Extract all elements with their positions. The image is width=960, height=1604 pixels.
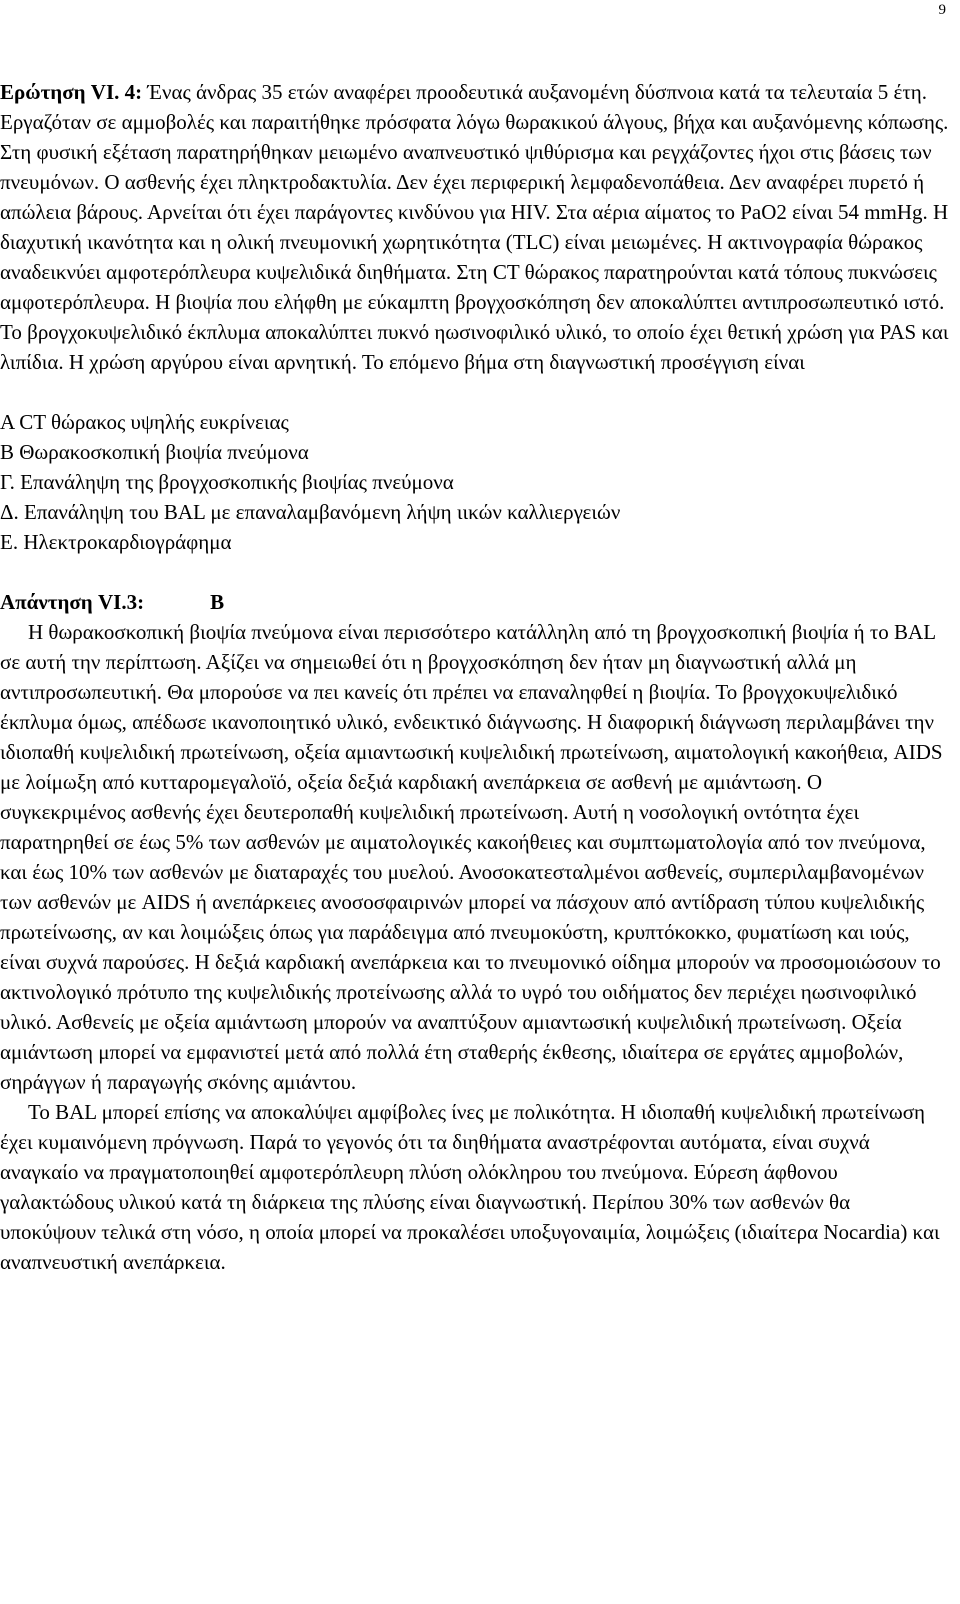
option-d: Δ. Επανάληψη του BAL με επαναλαμβανόμενη λήψη ιικών καλλιεργειών: [0, 500, 621, 524]
option-b: Β Θωρακοσκοπική βιοψία πνεύμονα: [0, 440, 309, 464]
option-c: Γ. Επανάληψη της βρογχοσκοπικής βιοψίας πνεύμονα: [0, 470, 454, 494]
answer-heading: [0, 587, 950, 617]
question-paragraph: [0, 77, 950, 377]
answer-paragraph-2: Το BAL μπορεί επίσης να αποκαλύψει αμφίβολες ίνες με πολικότητα. Η ιδιοπαθή κυψελιδική πρωτείνωση έχει κυμαινόμενη πρόγνωση. Παρά το γεγονός ότι τα διηθήματα αναστρέφονται αυτόματα, είναι συχνά αναγκαίο να πραγματοποιηθεί αμφοτερόπλευρη πλύση ολόκληρου του πνεύμονα. Εύρεση άφθονου γαλακτώδους υλικού κατά τη διάρκεια της πλύσης είναι διαγνωστική. Περίπου 30% των ασθενών θα υποκύψουν τελικά στη νόσο, η οποία μπορεί να προκαλέσει υποξυγοναιμία, λοιμώξεις (ιδιαίτερα Nocardia) και αναπνευστική ανεπάρκεια.: [0, 1100, 940, 1274]
page-number: 9: [938, 2, 946, 18]
answer-value: Β: [210, 590, 225, 614]
spacer: [0, 557, 950, 587]
option-a: Α CT θώρακος υψηλής ευκρίνειας: [0, 410, 289, 434]
answer-options: [0, 407, 950, 557]
question-label: Ερώτηση VI. 4:: [0, 80, 143, 104]
option-e: Ε. Ηλεκτροκαρδιογράφημα: [0, 530, 232, 554]
document-body: [0, 77, 950, 1277]
question-text: Ένας άνδρας 35 ετών αναφέρει προοδευτικά αυξανομένη δύσπνοια κατά τα τελευταία 5 έτη. Εργαζόταν σε αμμοβολές και παραιτήθηκε πρόσφατα λόγω θωρακικού άλγους, βήχα και αυξανόμενης κόπωσης. Στη φυσική εξέταση παρατηρήθηκαν μειωμένο αναπνευστικό ψιθύρισμα και ρεγχάζοντες ήχοι στις βάσεις των πνευμόνων. Ο ασθενής έχει πληκτροδακτυλία. Δεν έχει περιφερική λεμφαδενοπάθεια. Δεν αναφέρει πυρετό ή απώλεια βάρους. Αρνείται ότι έχει παράγοντες κινδύνου για HIV. Στα αέρια αίματος το PaO2 είναι 54 mmHg. Η διαχυτική ικανότητα και η ολική πνευμονική χωρητικότητα (TLC) είναι μειωμένες. Η ακτινογραφία θώρακος αναδεικνύει αμφοτερόπλευρα κυψελιδικά διηθήματα. Στη CT θώρακος παρατηρούνται κατά τόπους πυκνώσεις αμφοτερόπλευρα. Η βιοψία που ελήφθη με εύκαμπτη βρογχοσκόπηση δεν αποκαλύπτει αντιπροσωπευτικό ιστό. Το βρογχοκυψελιδικό έκπλυμα αποκαλύπτει πυκνό ηωσινοφιλικό υλικό, το οποίο έχει θετική χρώση για PAS και λιπίδια. Η χρώση αργύρου είναι αρνητική. Το επόμενο βήμα στη διαγνωστική προσέγγιση είναι: [0, 80, 949, 374]
answer-label: Απάντηση VI.3:: [0, 590, 145, 614]
spacer: [0, 377, 950, 407]
answer-paragraph-1: Η θωρακοσκοπική βιοψία πνεύμονα είναι περισσότερο κατάλληλη από τη βρογχοσκοπική βιοψία ή το BAL σε αυτή την περίπτωση. Αξίζει να σημειωθεί ότι η βρογχοσκόπηση δεν ήταν μη διαγνωστική αλλά μη αντιπροσωπευτική. Θα μπορούσε να πει κανείς ότι πρέπει να επαναληφθεί η βιοψία. Το βρογχοκυψελιδικό έκπλυμα όμως, απέδωσε ικανοποιητικό υλικό, ενδεικτικό διάγνωσης. Η διαφορική διάγνωση περιλαμβάνει την ιδιοπαθή κυψελιδική πρωτείνωση, οξεία αμιαντωσική κυψελιδική πρωτείνωση, αιματολογική κακοήθεια, AIDS με λοίμωξη από κυτταρομεγαλοϊό, οξεία δεξιά καρδιακή ανεπάρκεια σε ασθενή με αμιάντωση. Ο συγκεκριμένος ασθενής έχει δευτεροπαθή κυψελιδική πρωτείνωση. Αυτή η νοσολογική οντότητα έχει παρατηρηθεί σε έως 5% των ασθενών με αιματολογικές κακοήθειες και συμπτωματολογία από τον πνεύμονα, και έως 10% των ασθενών με διαταραχές του μυελού. Ανοσοκατεσταλμένοι ασθενείς, συμπεριλαμβανομένων των ασθενών με AIDS ή ανεπάρκειες ανοσοσφαιρινών μπορεί να πάσχουν από αντίδραση τύπου κυψελιδικής πρωτείνωσης, αν και λοιμώξεις όπως για παράδειγμα από πνευμοκύστη, κρυπτόκοκκο, φυματίωση και ιούς, είναι συχνά παρούσες. Η δεξιά καρδιακή ανεπάρκεια και το πνευμονικό οίδημα μπορούν να προσομοιώσουν το ακτινολογικό πρότυπο της κυψελιδικής προτείνωσης αλλά το υγρό του οιδήματος δεν περιέχει ηωσινοφιλικό υλικό. Ασθενείς με οξεία αμιάντωση μπορούν να αναπτύξουν αμιαντωσική κυψελιδική πρωτείνωση. Οξεία αμιάντωση μπορεί να εμφανιστεί μετά από πολλά έτη σταθερής έκθεσης, ιδιαίτερα σε εργάτες αμμοβολών, σηράγγων ή παραγωγής σκόνης αμιάντου.: [0, 620, 943, 1094]
